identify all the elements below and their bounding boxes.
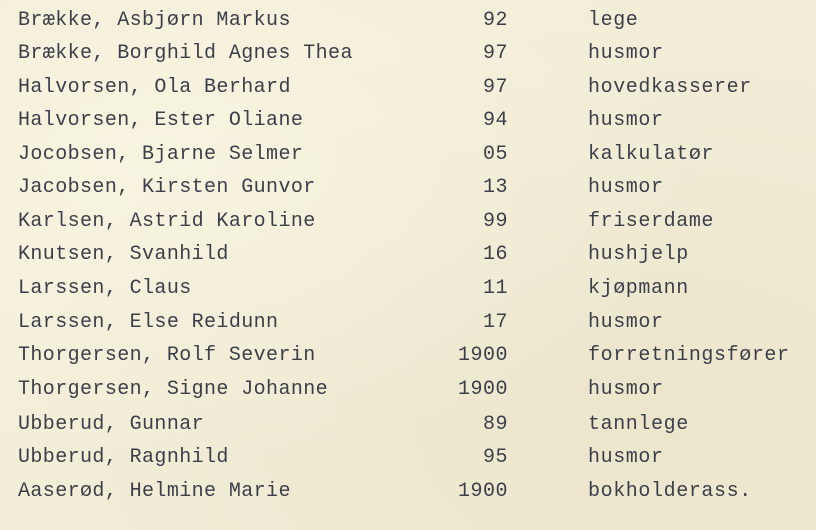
person-name: Halvorsen, Ester Oliane xyxy=(18,109,304,132)
record-row xyxy=(0,205,816,238)
birth-year: 13 xyxy=(482,176,508,199)
birth-year: 1900 xyxy=(457,480,508,503)
person-name: Thorgersen, Rolf Severin xyxy=(18,344,316,367)
occupation: husmor xyxy=(588,42,664,65)
record-row xyxy=(0,238,816,271)
occupation: forretningsfører xyxy=(588,344,790,367)
birth-year: 16 xyxy=(482,243,508,266)
record-row xyxy=(0,37,816,70)
record-row xyxy=(0,4,816,37)
person-name: Larssen, Else Reidunn xyxy=(18,311,279,334)
person-name: Brække, Asbjørn Markus xyxy=(18,9,291,32)
birth-year: 05 xyxy=(482,143,508,166)
occupation: friserdame xyxy=(588,210,715,233)
person-name: Larssen, Claus xyxy=(18,277,192,300)
person-name: Halvorsen, Ola Berhard xyxy=(18,76,291,99)
person-name: Jacobsen, Kirsten Gunvor xyxy=(18,176,316,199)
person-name: Thorgersen, Signe Johanne xyxy=(18,378,329,401)
occupation: hovedkasserer xyxy=(588,76,752,99)
birth-year: 1900 xyxy=(457,378,508,401)
birth-year: 92 xyxy=(482,9,508,32)
birth-year: 99 xyxy=(482,210,508,233)
birth-year: 94 xyxy=(482,109,508,132)
record-row xyxy=(0,441,816,474)
record-row xyxy=(0,272,816,305)
record-row xyxy=(0,171,816,204)
birth-year: 11 xyxy=(482,277,508,300)
occupation: husmor xyxy=(588,311,664,334)
birth-year: 17 xyxy=(482,311,508,334)
record-row xyxy=(0,339,816,372)
occupation: husmor xyxy=(588,378,664,401)
occupation: husmor xyxy=(588,446,664,469)
record-row xyxy=(0,475,816,508)
birth-year: 89 xyxy=(482,413,508,436)
occupation: husmor xyxy=(588,109,664,132)
occupation: kalkulatør xyxy=(588,143,715,166)
occupation: lege xyxy=(588,9,639,32)
occupation: kjøpmann xyxy=(588,277,689,300)
occupation: bokholderass. xyxy=(588,480,752,503)
occupation: tannlege xyxy=(588,413,689,436)
record-row xyxy=(0,138,816,171)
record-row xyxy=(0,71,816,104)
birth-year: 97 xyxy=(482,76,508,99)
person-name: Karlsen, Astrid Karoline xyxy=(18,210,316,233)
person-name: Brække, Borghild Agnes Thea xyxy=(18,42,353,65)
record-row xyxy=(0,408,816,441)
person-name: Ubberud, Gunnar xyxy=(18,413,205,436)
record-row xyxy=(0,306,816,339)
birth-year: 1900 xyxy=(457,344,508,367)
birth-year: 97 xyxy=(482,42,508,65)
record-row xyxy=(0,373,816,406)
record-row xyxy=(0,104,816,137)
occupation: husmor xyxy=(588,176,664,199)
person-name: Jocobsen, Bjarne Selmer xyxy=(18,143,304,166)
person-name: Knutsen, Svanhild xyxy=(18,243,229,266)
person-name: Ubberud, Ragnhild xyxy=(18,446,229,469)
birth-year: 95 xyxy=(482,446,508,469)
occupation: hushjelp xyxy=(588,243,689,266)
person-name: Aaserød, Helmine Marie xyxy=(18,480,291,503)
